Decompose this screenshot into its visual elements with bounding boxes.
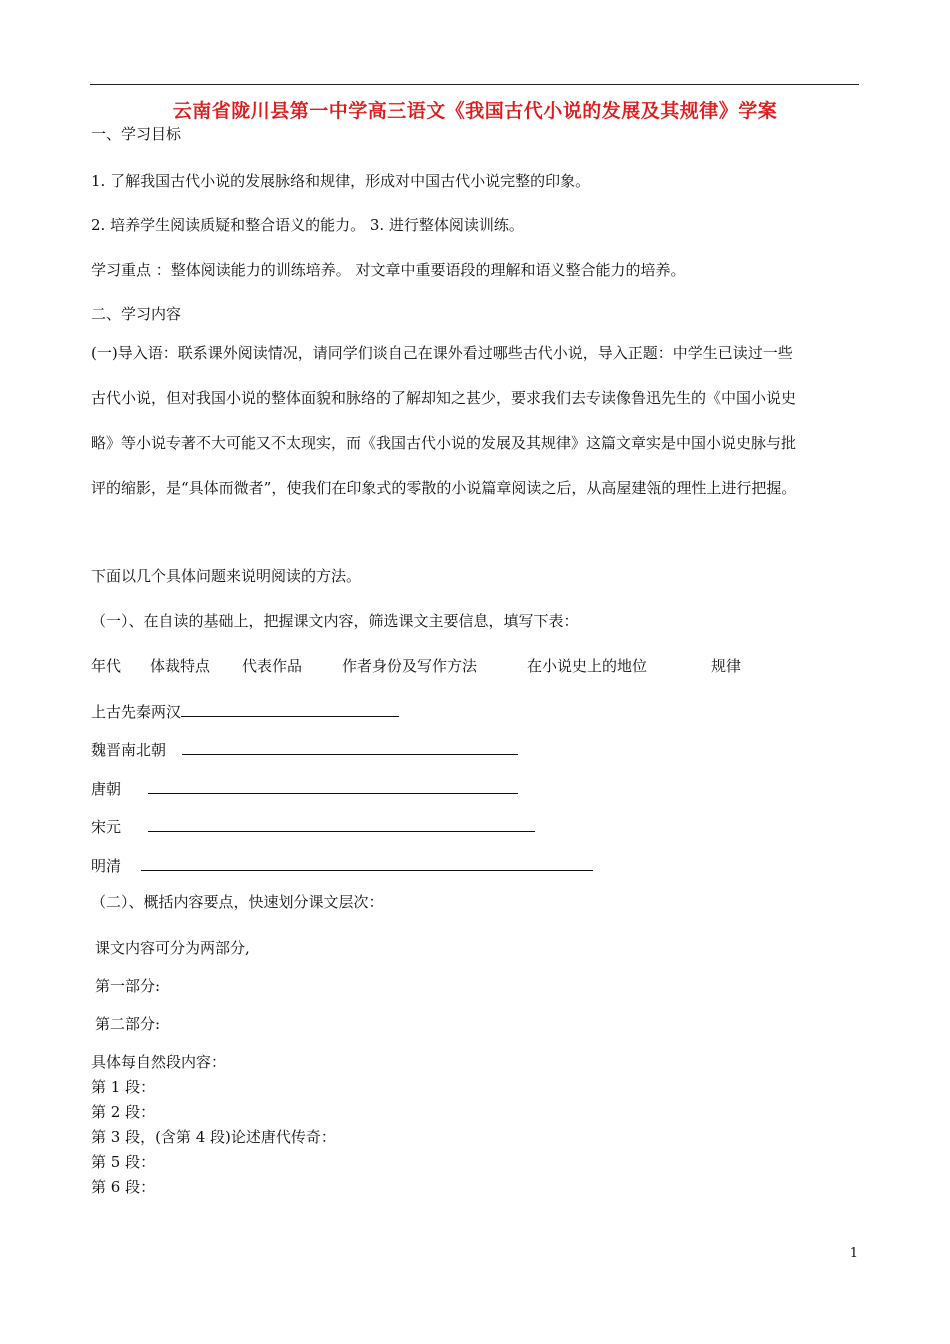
era-label: 宋元 — [91, 818, 122, 836]
era-row — [91, 854, 593, 876]
era-label: 明清 — [91, 857, 122, 875]
intro-line: 评的缩影，是“具体而微者”，使我们在印象式的零散的小说篇章阅读之后，从高屋建瓴的理性上进行把握。 — [91, 479, 797, 497]
intro-line: (一)导入语：联系课外阅读情况，请同学们谈自己在课外看过哪些古代小说，导入正题：中学生已读过一些 — [91, 344, 793, 362]
goal-item-1: 1. 了解我国古代小说的发展脉络和规律，形成对中国古代小说完整的印象。 — [91, 172, 591, 190]
parts-intro: 课文内容可分为两部分, — [95, 939, 250, 957]
paragraph-item: 第 6 段： — [91, 1178, 156, 1196]
paragraph-item: 第 3 段，(含第 4 段)论述唐代传奇： — [91, 1128, 336, 1146]
paragraph-item: 第 1 段： — [91, 1078, 156, 1096]
learning-focus: 学习重点 ：整体阅读能力的训练培养。 对文章中重要语段的理解和语义整合能力的培养。 — [91, 261, 686, 279]
paragraph-item: 第 2 段： — [91, 1103, 156, 1121]
era-row — [91, 700, 399, 722]
answer-blank[interactable] — [182, 738, 518, 755]
goal-item-2: 2. 培养学生阅读质疑和整合语义的能力。 3. 进行整体阅读训练。 — [91, 216, 524, 234]
part-2-label: 第二部分: — [95, 1015, 161, 1033]
section-heading-content: 二、学习内容 — [91, 305, 182, 323]
intro-line: 略》等小说专著不大可能又不太现实，而《我国古代小说的发展及其规律》这篇文章实是中国小说史脉与批 — [91, 434, 797, 452]
header-rule — [90, 84, 859, 85]
era-label: 上古先秦两汉 — [91, 703, 182, 721]
document-title: 云南省陇川县第一中学高三语文《我国古代小说的发展及其规律》学案 — [172, 100, 778, 122]
task-2: （二）、概括内容要点，快速划分课文层次： — [91, 893, 384, 911]
method-intro: 下面以几个具体问题来说明阅读的方法。 — [91, 567, 362, 585]
page-number: 1 — [849, 1246, 858, 1261]
part-1-label: 第一部分: — [95, 977, 161, 995]
answer-blank[interactable] — [148, 777, 518, 794]
intro-line: 古代小说，但对我国小说的整体面貌和脉络的了解却知之甚少，要求我们去专读像鲁迅先生的《中国小说史 — [91, 389, 797, 407]
table-header-genre: 体裁特点 — [150, 657, 211, 675]
table-header-works: 代表作品 — [242, 657, 303, 675]
answer-blank[interactable] — [141, 854, 593, 871]
table-header-era: 年代 — [91, 657, 122, 675]
era-row — [91, 738, 518, 760]
answer-blank[interactable] — [148, 815, 535, 832]
era-label: 唐朝 — [91, 780, 122, 798]
table-header-author: 作者身份及写作方法 — [342, 657, 478, 675]
task-1: （一）、在自读的基础上，把握课文内容，筛选课文主要信息，填写下表： — [91, 612, 579, 630]
paragraph-item: 第 5 段： — [91, 1153, 156, 1171]
answer-blank[interactable] — [181, 700, 399, 717]
era-label: 魏晋南北朝 — [91, 741, 167, 759]
paragraph-intro: 具体每自然段内容： — [91, 1053, 227, 1071]
section-heading-goals: 一、学习目标 — [91, 125, 182, 143]
table-header-pattern: 规律 — [711, 657, 742, 675]
era-row — [91, 815, 535, 837]
era-row — [91, 777, 518, 799]
table-header-status: 在小说史上的地位 — [527, 657, 648, 675]
